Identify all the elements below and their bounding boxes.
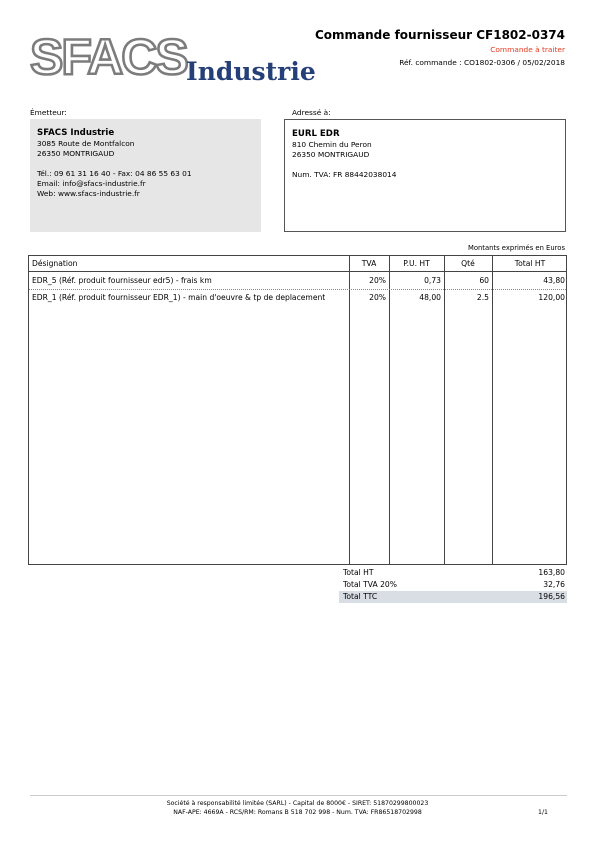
recipient-box (284, 119, 566, 232)
row2-tva: 20% (369, 293, 386, 302)
sender-phone: Tél.: 09 61 31 16 40 - Fax: 04 86 55 63 01 (37, 169, 192, 178)
sender-name: SFACS Industrie (37, 128, 115, 138)
row1-tva: 20% (369, 276, 386, 285)
currency-note: Montants exprimés en Euros (467, 244, 565, 252)
total-ht-row (339, 567, 567, 579)
order-reference: Réf. commande : CO1802-0306 / 05/02/2018 (399, 58, 565, 67)
row1-unit-price: 0,73 (424, 276, 441, 285)
footer-divider (30, 795, 567, 796)
total-tva-label: Total TVA 20% (343, 580, 397, 589)
row2-unit-price: 48,00 (419, 293, 441, 302)
recipient-label: Adressé à: (292, 108, 331, 117)
row2-quantity: 2.5 (476, 293, 489, 302)
total-ttc-label: Total TTC (343, 592, 378, 601)
logo-suffix-text: Industrie (186, 57, 316, 86)
row2-total: 120,00 (538, 293, 565, 302)
sender-label: Émetteur: (30, 108, 67, 117)
document-title: Commande fournisseur CF1802-0374 (314, 28, 565, 42)
company-logo (30, 28, 320, 88)
row1-total: 43,80 (543, 276, 565, 285)
recipient-vat: Num. TVA: FR 88442038014 (292, 170, 397, 179)
header-divider (29, 271, 566, 272)
header-quantity: Qté (461, 259, 475, 268)
footer-legal-line2: NAF-APE: 4669A - RCS/RM: Romans B 518 702 998 - Num. TVA: FR86518702998 (173, 809, 422, 816)
sender-address-line2: 26350 MONTRIGAUD (37, 149, 115, 158)
order-status: Commande à traiter (490, 45, 565, 54)
sender-address-line1: 3085 Route de Montfalcon (37, 139, 135, 148)
total-ht-label: Total HT (343, 568, 374, 577)
sender-web: Web: www.sfacs-industrie.fr (37, 189, 140, 198)
sender-box (30, 119, 261, 232)
page-number: 1/1 (538, 809, 548, 816)
total-ht-value: 163,80 (538, 568, 565, 577)
total-ttc-row (339, 591, 567, 603)
recipient-address-line1: 810 Chemin du Peron (292, 140, 372, 149)
row-separator (29, 289, 566, 290)
recipient-name: EURL EDR (292, 129, 340, 139)
totals-block (339, 567, 567, 603)
row1-quantity: 60 (479, 276, 489, 285)
order-lines-table (28, 255, 567, 565)
header-designation: Désignation (32, 259, 78, 268)
total-tva-row (339, 579, 567, 591)
total-ttc-value: 196,56 (538, 592, 565, 601)
row1-designation: EDR_5 (Réf. produit fournisseur edr5) - frais km (32, 276, 212, 285)
row2-designation: EDR_1 (Réf. produit fournisseur EDR_1) - main d'oeuvre & tp de deplacement (32, 293, 326, 302)
total-tva-value: 32,76 (543, 580, 565, 589)
logo-brand-text: SFACS (30, 29, 187, 85)
sender-email: Email: info@sfacs-industrie.fr (37, 179, 146, 188)
recipient-address-line2: 26350 MONTRIGAUD (292, 150, 370, 159)
header-tva: TVA (361, 259, 377, 268)
header-unit-price: P.U. HT (403, 259, 430, 268)
footer-legal-line1: Société à responsabilité limitée (SARL) - Capital de 8000€ - SIRET: 51870299800023 (166, 800, 429, 807)
header-total: Total HT (514, 259, 546, 268)
